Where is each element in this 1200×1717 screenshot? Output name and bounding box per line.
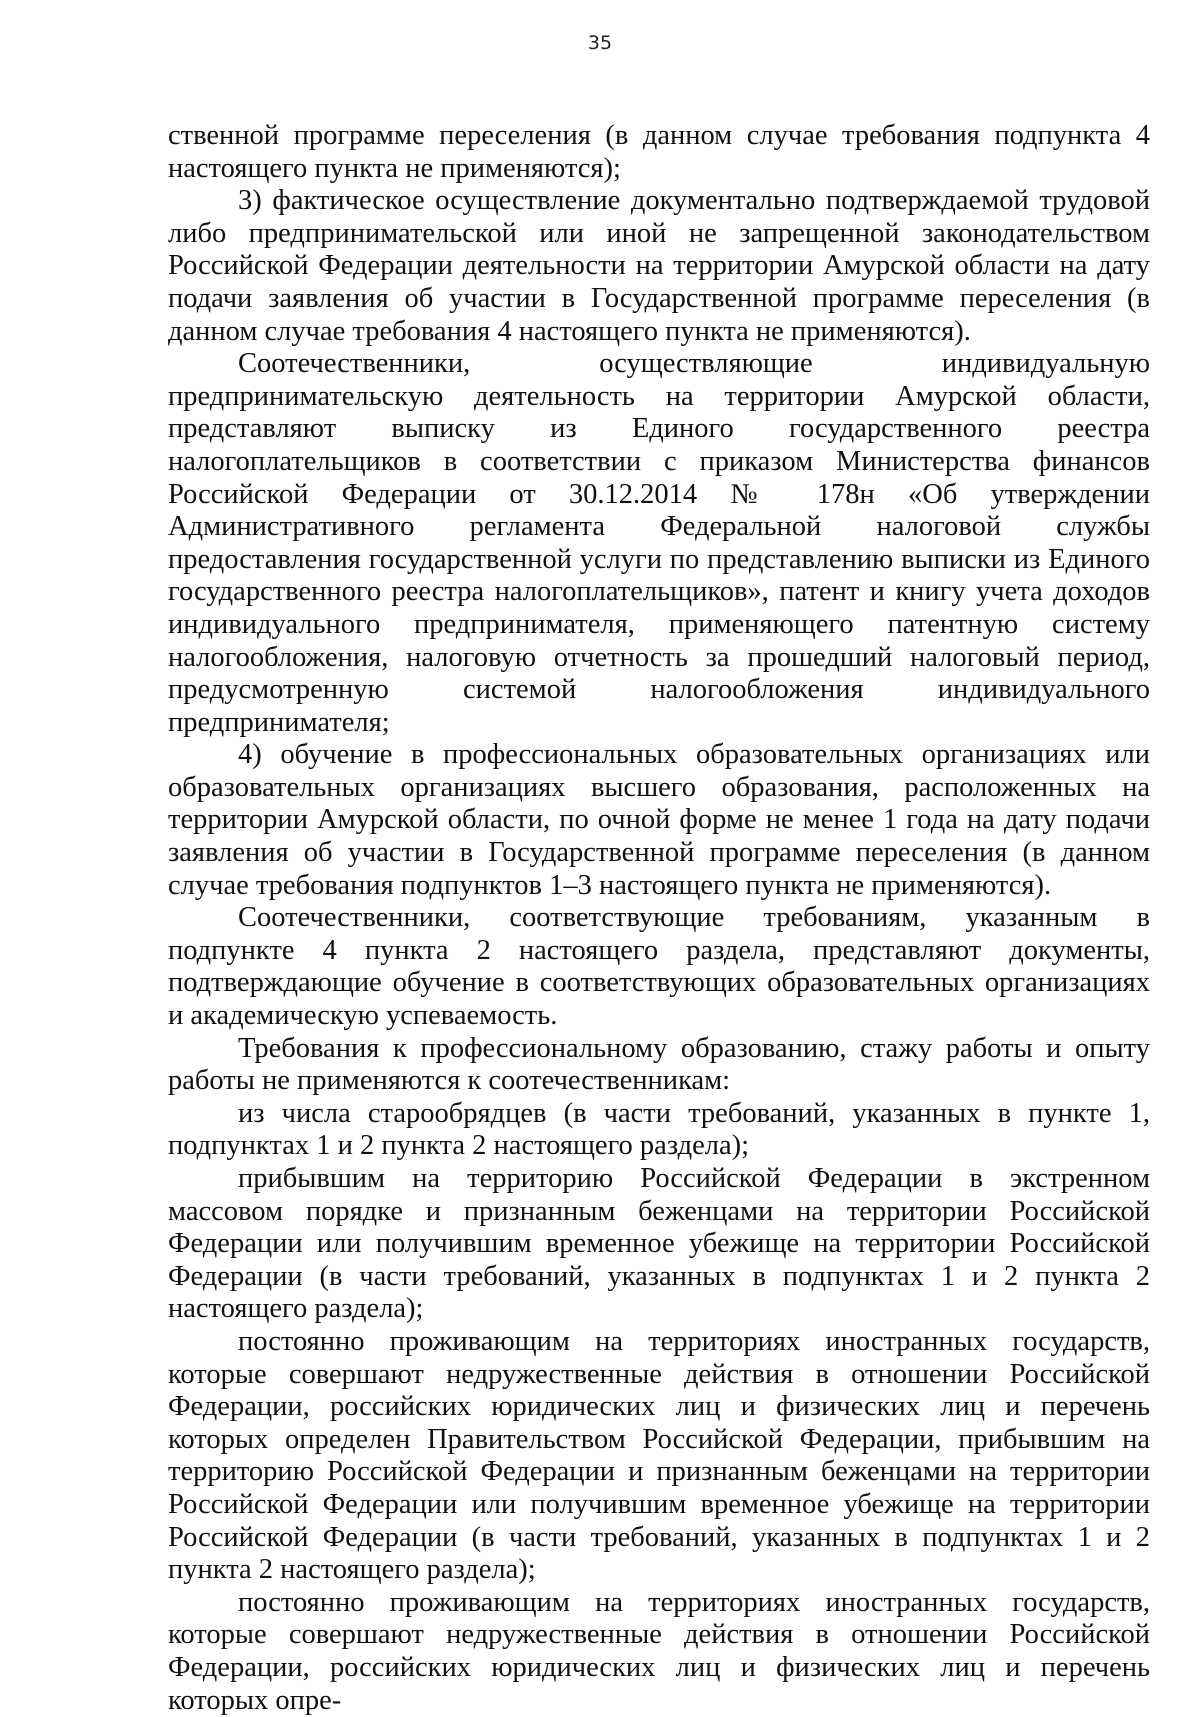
paragraph-old-believers: из числа старообрядцев (в части требований, указанных в пункте 1, подпунктах 1 и 2 пункта 2 настоящего раздела); — [168, 1097, 1150, 1162]
paragraph-item-4: 4) обучение в профессиональных образовательных организациях или образовательных организациях высшего образования, расположенных на территории Амурской области, по очной форме не менее 1 года на дату подачи заявления об участии в Государственной программе переселения (в данном случае требования подпунктов 1–3 настоящего пункта не применяются). — [168, 739, 1150, 901]
paragraph-requirements-exemption: Требования к профессиональному образованию, стажу работы и опыту работы не применяются к соотечественникам: — [168, 1032, 1150, 1097]
paragraph-emergency-arrivals: прибывшим на территорию Российской Федерации в экстренном массовом порядке и признанным беженцами на территории Российской Федерации или получившим временное убежище на территории Российской Федерации (в части требований, указанных в подпунктах 1 и 2 пункта 2 настоящего раздела); — [168, 1163, 1150, 1325]
paragraph-unfriendly-states-1: постоянно проживающим на территориях иностранных государств, которые совершают недружественные действия в отношении Российской Федерации, российских юридических лиц и физических лиц и перечень которых определен Правительством Российской Федерации, прибывшим на территорию Российской Федерации и признанным беженцами на территории Российской Федерации или получившим временное убежище на территории Российской Федерации (в части требований, указанных в подпунктах 1 и 2 пункта 2 настоящего раздела); — [168, 1325, 1150, 1586]
paragraph-unfriendly-states-2: постоянно проживающим на территориях иностранных государств, которые совершают недружественные действия в отношении Российской Федерации, российских юридических лиц и физических лиц и перечень которых опре- — [168, 1586, 1150, 1716]
paragraph-students: Соотечественники, соответствующие требованиям, указанным в подпункте 4 пункта 2 настоящего раздела, представляют документы, подтверждающие обучение в соответствующих образовательных организациях и академическую успеваемость. — [168, 902, 1150, 1032]
page-number: 35 — [587, 32, 613, 54]
page-body — [168, 120, 1150, 1717]
paragraph-item-3: 3) фактическое осуществление документально подтверждаемой трудовой либо предпринимательской или иной не запрещенной законодательством Российской Федерации деятельности на территории Амурской области на дату подачи заявления об участии в Государственной программе переселения (в данном случае требования 4 настоящего пункта не применяются). — [168, 185, 1150, 347]
paragraph-continuation: ственной программе переселения (в данном случае требования подпункта 4 настоящего пункта не применяются); — [168, 120, 1150, 184]
paragraph-entrepreneurs: Соотечественники, осуществляющие индивидуальную предпринимательскую деятельность на территории Амурской области, представляют выписку из Единого государственного реестра налогоплательщиков в соответствии с приказом Министерства финансов Российской Федерации от 30.12.2014 № 178н «Об утверждении Административного регламента Федеральной налоговой службы предоставления государственной услуги по представлению выписки из Единого государственного реестра налогоплательщиков», патент и книгу учета доходов индивидуального предпринимателя, применяющего патентную систему налогообложения, налоговую отчетность за прошедший налоговый период, предусмотренную системой налогообложения индивидуального предпринимателя; — [168, 348, 1150, 738]
